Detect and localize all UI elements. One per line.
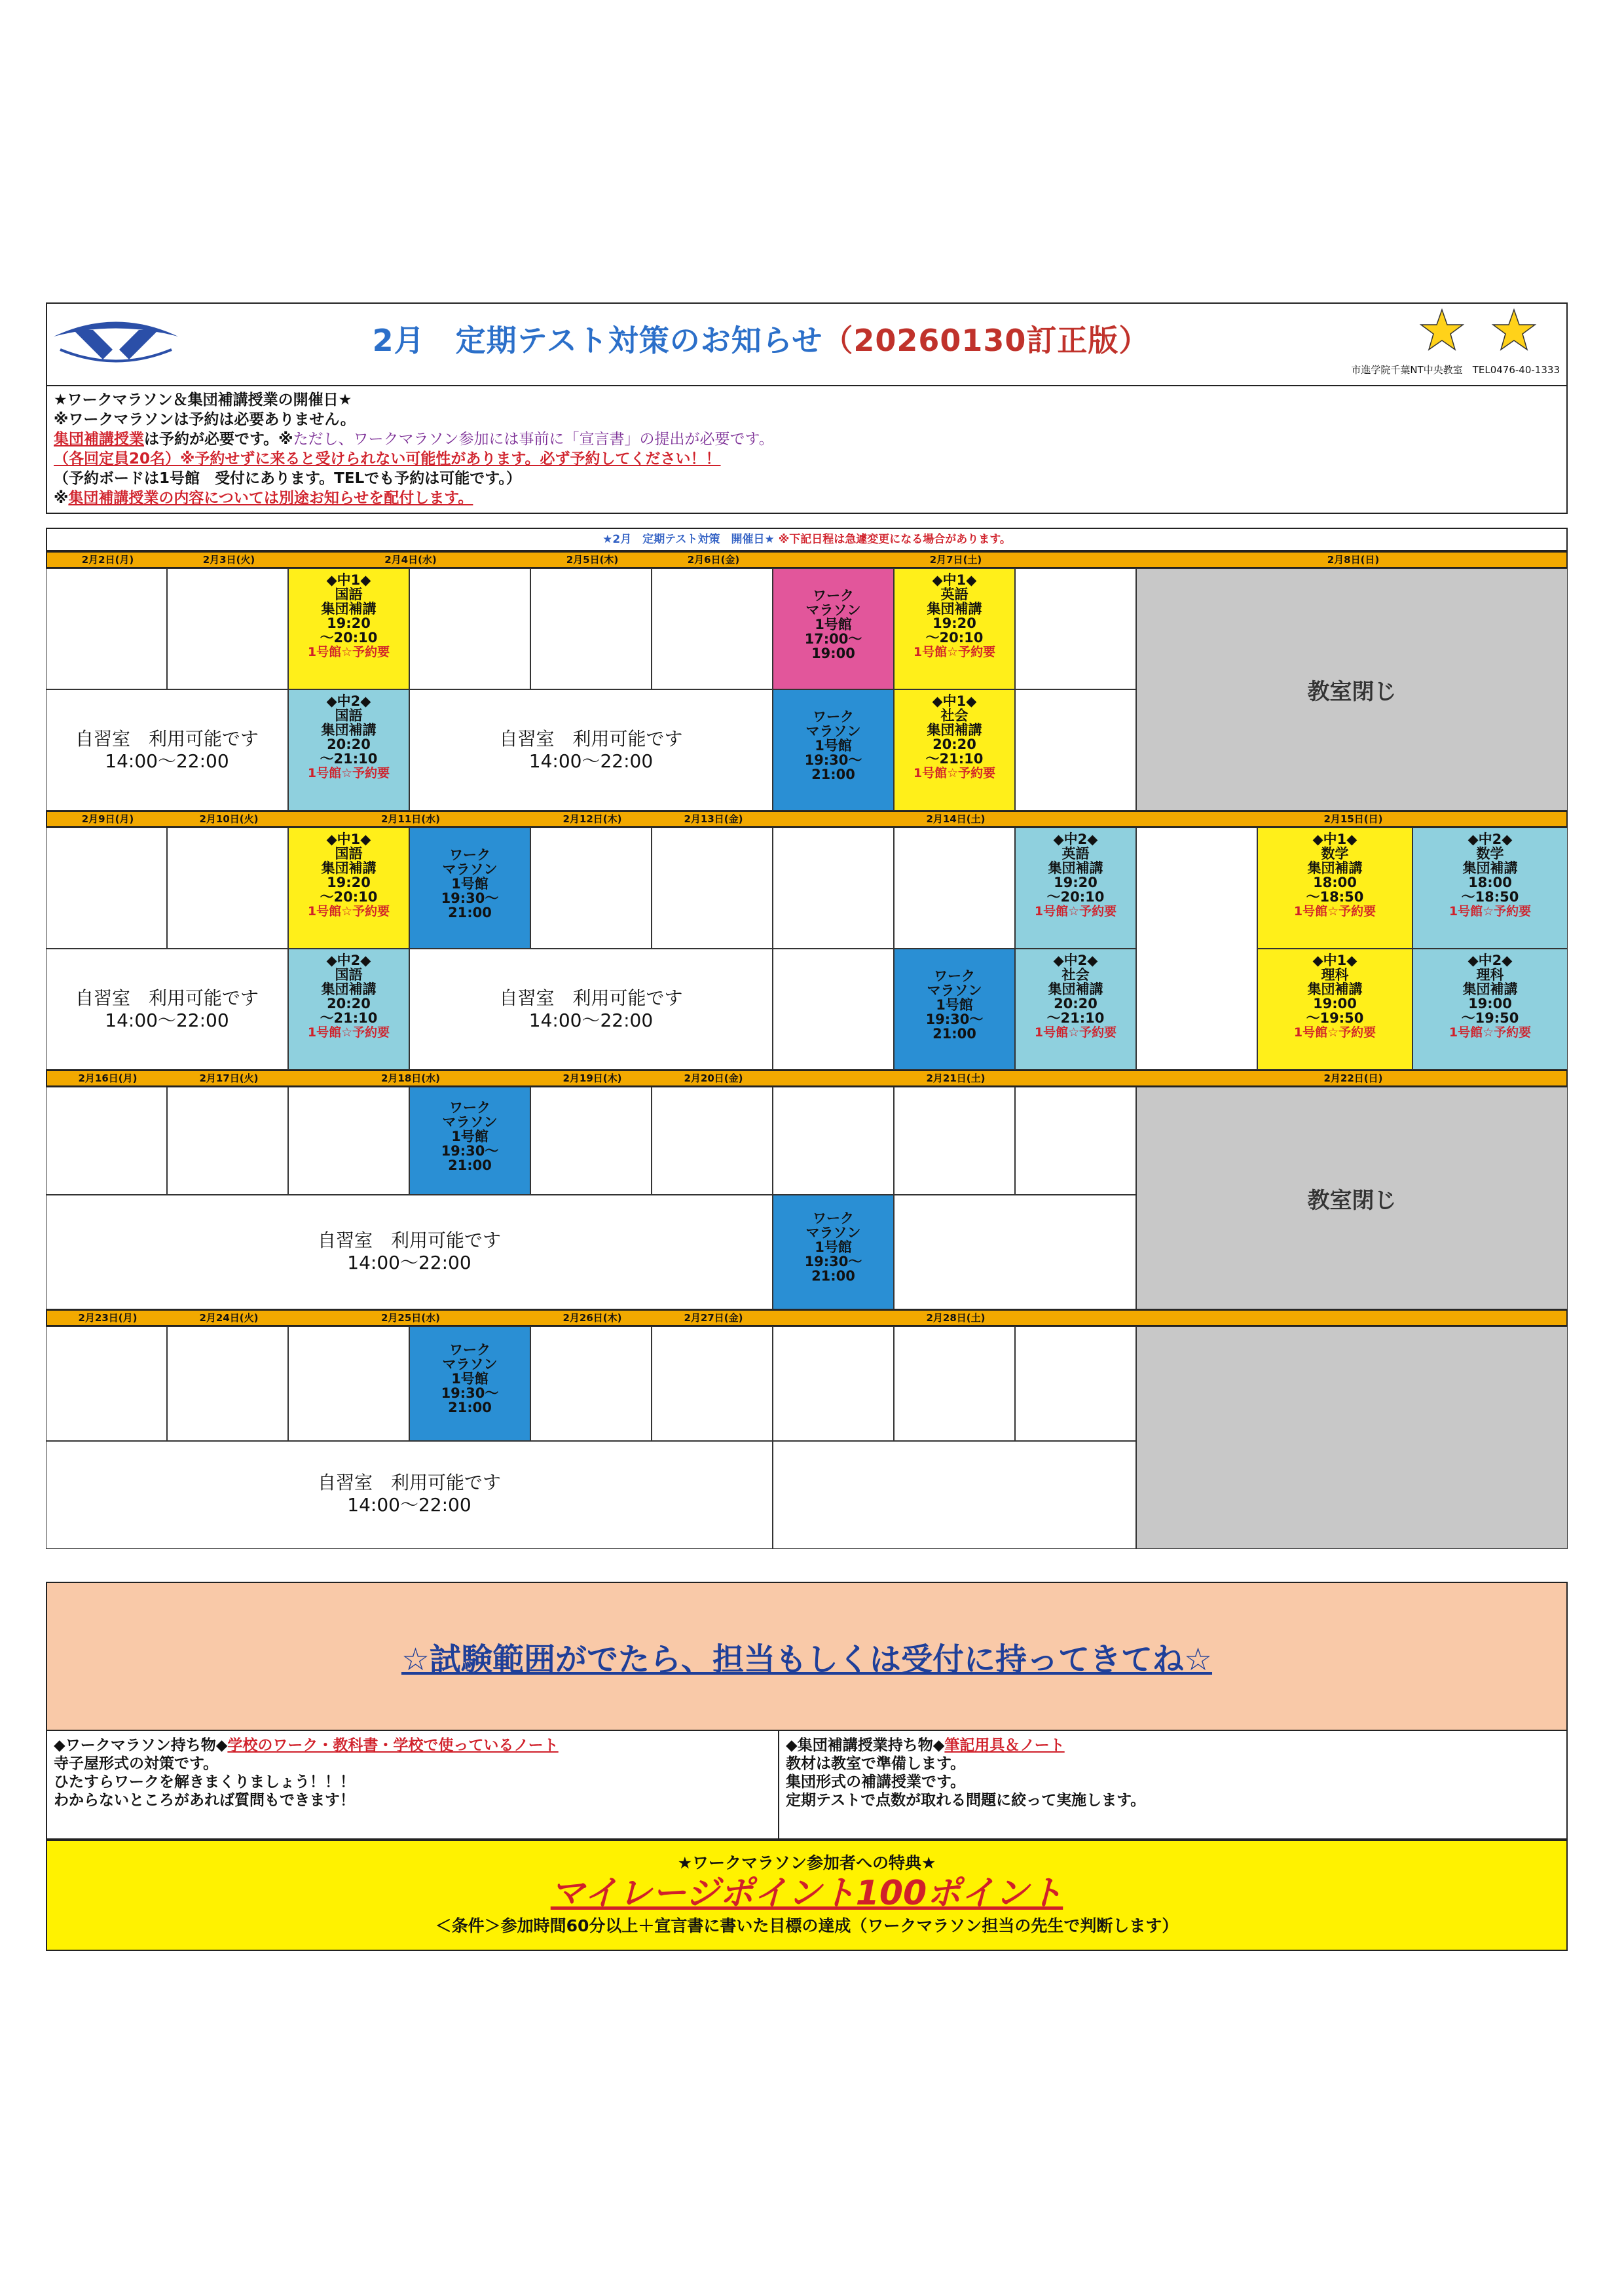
day-header: 2月24日(火) (199, 1312, 259, 1324)
day-header: 2月2日(月) (81, 554, 134, 566)
day-header: 2月22日(日) (1323, 1072, 1383, 1084)
event-line: 21:00 (811, 1268, 855, 1284)
event-group-class (1257, 949, 1412, 1070)
event-line: 19:30～ (925, 1011, 984, 1027)
event-line: 19:00 (1313, 996, 1357, 1011)
items-required: 学校のワーク・教科書・学校で使っているノート (227, 1737, 559, 1754)
event-line: ワーク (449, 847, 490, 863)
calendar-cell (409, 568, 530, 689)
items-title: ◆集団補講授業持ち物◆ (786, 1737, 945, 1754)
calendar-cell (1015, 1326, 1136, 1441)
calendar-cell (530, 1326, 652, 1441)
event-line: 集団補講 (927, 722, 982, 738)
event-line: マラソン (927, 983, 982, 998)
self-study-note (409, 987, 773, 1032)
day-header: 2月15日(日) (1323, 813, 1383, 825)
event-group-class (1015, 828, 1136, 949)
closed-area (1136, 1326, 1568, 1549)
reserve-note: 1号館☆予約要 (307, 645, 390, 659)
event-group-class (288, 689, 409, 811)
event-group-class (1412, 828, 1568, 949)
week-header (46, 1070, 1568, 1087)
day-header: 2月14日(土) (926, 813, 986, 825)
items-title: ◆ワークマラソン持ち物◆ (54, 1737, 228, 1754)
event-line: 集団補講 (321, 722, 377, 738)
event-line: 19:20 (932, 615, 976, 631)
day-header: 2月16日(月) (78, 1072, 138, 1084)
calendar-cell (773, 828, 894, 949)
event-line: 21:00 (811, 767, 855, 782)
self-study-note (46, 1472, 773, 1516)
event-line: 1号館 (815, 617, 852, 632)
calendar-cell (46, 1326, 167, 1441)
event-work-marathon (409, 828, 530, 949)
notice-line: ★ワークマラソン＆集団補講授業の開催日★ (54, 392, 352, 409)
event-line: マラソン (805, 723, 861, 739)
schedule-bar (46, 528, 1568, 551)
contact-info: 市進学院千葉NT中央教室 TEL0476-40-1333 (1351, 364, 1560, 376)
day-header: 2月20日(金) (684, 1072, 743, 1084)
star-mascot-icon (1416, 306, 1547, 359)
event-line: ワーク (934, 968, 975, 984)
self-study-label: 自習室 利用可能です (317, 1230, 501, 1251)
exam-range-banner: ☆試験範囲がでたら、担当もしくは受付に持ってきてね☆ (46, 1582, 1568, 1731)
day-header: 2月19日(木) (563, 1072, 622, 1084)
event-line: 集団補講 (927, 601, 982, 617)
items-line: 寺子屋形式の対策です。 (54, 1755, 219, 1772)
event-work-marathon (773, 689, 894, 811)
event-line: 17:00～ (804, 631, 862, 647)
calendar-cell (1015, 689, 1136, 811)
event-line: 19:00 (1468, 996, 1512, 1011)
day-header: 2月17日(火) (199, 1072, 259, 1084)
event-line: 国語 (335, 967, 363, 983)
self-study-hours: 14:00～22:00 (347, 1494, 471, 1516)
event-line: 19:30～ (441, 1385, 499, 1401)
calendar-cell (46, 1087, 167, 1195)
event-line: 18:00 (1468, 875, 1512, 890)
self-study-label: 自習室 利用可能です (75, 728, 259, 750)
calendar-cell (652, 568, 773, 689)
notice-line: （予約ボードは1号館 受付にあります。TELでも予約は可能です。） (54, 470, 521, 487)
event-line: 集団補講 (1307, 981, 1363, 997)
calendar-cell (288, 1326, 409, 1441)
day-header: 2月28日(土) (926, 1312, 986, 1324)
notice-purple-text: ただし、ワークマラソン参加には事前に「宣言書」の提出が必要です。 (293, 431, 774, 448)
title-main: 2月 定期テスト対策のお知らせ (372, 323, 823, 358)
event-line: マラソン (442, 862, 498, 877)
perk-title: ★ワークマラソン参加者への特典★ (677, 1853, 936, 1872)
items-header (54, 1736, 771, 1755)
event-line: 1号館 (451, 876, 489, 892)
event-line: ◆中2◆ (1053, 953, 1098, 968)
calendar-cell (46, 568, 167, 689)
event-line: 数学 (1476, 846, 1504, 862)
day-header: 2月8日(日) (1327, 554, 1380, 566)
event-line: 19:00 (811, 646, 855, 661)
event-line: 19:20 (327, 875, 371, 890)
self-study-hours: 14:00～22:00 (347, 1252, 471, 1273)
event-line: マラソン (805, 1225, 861, 1241)
work-marathon-items (47, 1731, 779, 1838)
event-line: 20:20 (1054, 996, 1098, 1011)
event-line: 21:00 (448, 905, 492, 920)
event-line: 19:30～ (804, 752, 862, 768)
title-version: （20260130訂正版） (822, 323, 1150, 358)
event-line: ◆中2◆ (326, 693, 371, 709)
reserve-note: 1号館☆予約要 (1034, 1025, 1117, 1040)
event-group-class (894, 689, 1015, 811)
event-line: 1号館 (451, 1129, 489, 1144)
event-group-class (894, 568, 1015, 689)
notice-emphasis: 集団補講授業の内容については別途お知らせを配付します。 (68, 490, 473, 507)
event-line: ～21:10 (320, 1010, 378, 1026)
notice-box (46, 386, 1568, 514)
event-line: ～18:50 (1306, 889, 1364, 905)
items-line: 集団形式の補講授業です。 (786, 1774, 966, 1791)
event-line: ～20:10 (320, 630, 378, 646)
event-line: 19:20 (1054, 875, 1098, 890)
calendar-cell (773, 949, 894, 1070)
event-line: 集団補講 (321, 860, 377, 876)
page-header (46, 302, 1568, 386)
notice-text: は予約が必要です。※ (144, 431, 293, 448)
event-line: ～20:10 (1046, 889, 1105, 905)
items-required: 筆記用具＆ノート (944, 1737, 1065, 1754)
items-line: 定期テストで点数が取れる問題に絞って実施します。 (786, 1792, 1146, 1809)
event-line: マラソン (442, 1357, 498, 1372)
calendar-cell (167, 1087, 288, 1195)
event-line: 国語 (335, 587, 363, 602)
calendar-cell (167, 1326, 288, 1441)
calendar-cell (894, 1195, 1136, 1309)
event-group-class (1015, 949, 1136, 1070)
event-line: ワーク (813, 709, 854, 725)
notice-line: （各回定員20名）※予約せずに来ると受けられない可能性があります。必ず予約してください！！ (54, 450, 721, 467)
event-line: ワーク (813, 1211, 854, 1226)
day-header: 2月5日(木) (566, 554, 619, 566)
day-header: 2月9日(月) (81, 813, 134, 825)
event-line: 19:20 (327, 615, 371, 631)
event-line: 1号館 (815, 738, 852, 754)
day-header: 2月27日(金) (684, 1312, 743, 1324)
event-group-class (288, 828, 409, 949)
event-line: ◆中1◆ (326, 572, 371, 588)
event-line: ～18:50 (1461, 889, 1519, 905)
event-line: 19:30～ (441, 890, 499, 906)
self-study-label: 自習室 利用可能です (317, 1472, 501, 1493)
event-line: 集団補講 (1048, 860, 1103, 876)
event-line: 21:00 (448, 1400, 492, 1415)
event-line: ワーク (449, 1100, 490, 1116)
event-line: 英語 (1061, 846, 1090, 862)
day-header: 2月21日(土) (926, 1072, 986, 1084)
event-line: 数学 (1321, 846, 1349, 862)
self-study-hours: 14:00～22:00 (105, 750, 229, 772)
event-group-class (288, 949, 409, 1070)
day-header: 2月11日(水) (380, 813, 441, 825)
self-study-hours: 14:00～22:00 (528, 1010, 654, 1031)
self-study-hours: 14:00～22:00 (528, 750, 654, 772)
event-line: 集団補講 (321, 601, 377, 617)
calendar-cell (530, 568, 652, 689)
event-line: ◆中1◆ (326, 831, 371, 847)
event-line: ～21:10 (1046, 1010, 1105, 1026)
week-header (46, 1309, 1568, 1326)
items-line: 教材は教室で準備します。 (786, 1755, 966, 1772)
day-header: 2月3日(火) (202, 554, 255, 566)
day-header: 2月6日(金) (687, 554, 740, 566)
event-line: ワーク (813, 588, 854, 604)
items-line: ひたすらワークを解きまくりましょう！！！ (54, 1774, 355, 1791)
event-line: 社会 (940, 708, 969, 723)
event-work-marathon (409, 1087, 530, 1195)
event-line: 21:00 (932, 1026, 976, 1042)
closed-day: 教室閉じ (1136, 568, 1568, 811)
day-header: 2月26日(木) (563, 1312, 622, 1324)
week-header (46, 811, 1568, 828)
event-work-marathon (409, 1326, 530, 1441)
day-header: 2月18日(水) (380, 1072, 441, 1084)
event-group-class (288, 568, 409, 689)
perk-condition: ＜条件＞参加時間60分以上＋宣言書に書いた目標の達成（ワークマラソン担当の先生で判断します） (435, 1916, 1179, 1935)
event-line: 英語 (940, 587, 969, 602)
event-work-marathon (894, 949, 1015, 1070)
event-line: 集団補講 (1307, 860, 1363, 876)
school-logo (47, 310, 185, 376)
reserve-note: 1号館☆予約要 (307, 1025, 390, 1040)
items-line: わからないところがあれば質問もできます！ (54, 1792, 355, 1809)
calendar-cell (652, 1087, 773, 1195)
event-line: 18:00 (1313, 875, 1357, 890)
group-class-items (779, 1731, 1566, 1838)
page-title (204, 317, 1318, 363)
notice-line (54, 488, 1560, 508)
reserve-note: 1号館☆予約要 (307, 904, 390, 919)
calendar-cell (167, 828, 288, 949)
event-line: 理科 (1321, 967, 1349, 983)
event-line: 集団補講 (1462, 860, 1518, 876)
event-line: 20:20 (327, 737, 371, 752)
self-study-note (46, 1230, 773, 1274)
items-section (46, 1731, 1568, 1840)
notice-text: ※ (54, 490, 69, 507)
day-header: 2月25日(水) (380, 1312, 441, 1324)
event-line: 社会 (1061, 967, 1090, 983)
closed-day: 教室閉じ (1136, 1087, 1568, 1309)
event-line: 国語 (335, 708, 363, 723)
perk-box (46, 1840, 1568, 1951)
reserve-note: 1号館☆予約要 (913, 766, 996, 780)
self-study-note (46, 728, 288, 773)
day-header: 2月23日(月) (78, 1312, 138, 1324)
reserve-note: 1号館☆予約要 (1034, 904, 1117, 919)
day-header: 2月13日(金) (684, 813, 743, 825)
day-header: 2月4日(水) (384, 554, 437, 566)
event-line: 理科 (1476, 967, 1504, 983)
calendar-cell (1136, 828, 1257, 1070)
calendar-cell (530, 1087, 652, 1195)
event-line: マラソン (805, 602, 861, 618)
event-line: ～19:50 (1461, 1010, 1519, 1026)
self-study-note (46, 987, 288, 1032)
event-line: 1号館 (815, 1239, 852, 1255)
calendar-cell (894, 828, 1015, 949)
event-work-marathon (773, 568, 894, 689)
calendar-cell (894, 1087, 1015, 1195)
event-line: 国語 (335, 846, 363, 862)
event-line: ◆中2◆ (1053, 831, 1098, 847)
event-line: ワーク (449, 1342, 490, 1358)
event-line: 19:30～ (804, 1254, 862, 1269)
event-line: ～21:10 (320, 751, 378, 767)
calendar-cell (530, 828, 652, 949)
event-line: 20:20 (932, 737, 976, 752)
event-line: 21:00 (448, 1157, 492, 1173)
week-header (46, 551, 1568, 568)
event-line: 集団補講 (321, 981, 377, 997)
calendar-cell (46, 828, 167, 949)
day-header: 2月12日(木) (563, 813, 622, 825)
event-line: ～20:10 (925, 630, 984, 646)
items-header (786, 1736, 1560, 1755)
schedule-label: ★2月 定期テスト対策 開催日★ (602, 533, 775, 546)
self-study-note (409, 728, 773, 773)
event-line: 20:20 (327, 996, 371, 1011)
calendar-cell (894, 1326, 1015, 1441)
notice-line: ※ワークマラソンは予約は必要ありません。 (54, 411, 356, 428)
calendar-cell (167, 568, 288, 689)
event-line: ◆中2◆ (326, 953, 371, 968)
calendar-cell (652, 828, 773, 949)
event-line: マラソン (442, 1114, 498, 1130)
event-line: ◆中1◆ (932, 572, 977, 588)
event-work-marathon (773, 1195, 894, 1309)
event-group-class (1257, 828, 1412, 949)
event-line: ◆中1◆ (932, 693, 977, 709)
notice-emphasis: 集団補講授業 (54, 431, 144, 448)
calendar-cell (652, 1326, 773, 1441)
self-study-label: 自習室 利用可能です (499, 987, 683, 1009)
calendar-cell (1015, 1087, 1136, 1195)
self-study-label: 自習室 利用可能です (75, 987, 259, 1009)
reserve-note: 1号館☆予約要 (1449, 1025, 1532, 1040)
calendar-cell (1015, 568, 1136, 689)
calendar-cell (288, 1087, 409, 1195)
reserve-note: 1号館☆予約要 (307, 766, 390, 780)
calendar-cell (773, 1087, 894, 1195)
schedule-warning: ※下記日程は急遽変更になる場合があります。 (778, 533, 1011, 546)
self-study-label: 自習室 利用可能です (499, 728, 683, 750)
event-line: 集団補講 (1462, 981, 1518, 997)
day-header: 2月10日(火) (199, 813, 259, 825)
notice-line (54, 429, 1560, 449)
event-line: ◆中1◆ (1312, 831, 1357, 847)
event-line: 19:30～ (441, 1143, 499, 1159)
event-line: 1号館 (451, 1371, 489, 1387)
event-line: ◆中2◆ (1467, 953, 1513, 968)
self-study-hours: 14:00～22:00 (105, 1010, 229, 1031)
reserve-note: 1号館☆予約要 (913, 645, 996, 659)
event-line: ～20:10 (320, 889, 378, 905)
calendar (46, 551, 1568, 1582)
event-group-class (1412, 949, 1568, 1070)
calendar-cell (773, 1441, 1136, 1549)
perk-main: マイレージポイント100ポイント (550, 1874, 1063, 1913)
reserve-note: 1号館☆予約要 (1293, 904, 1376, 919)
calendar-cell (773, 1326, 894, 1441)
event-line: ◆中2◆ (1467, 831, 1513, 847)
event-line: ～21:10 (925, 751, 984, 767)
reserve-note: 1号館☆予約要 (1449, 904, 1532, 919)
event-line: ～19:50 (1306, 1010, 1364, 1026)
day-header: 2月7日(土) (929, 554, 982, 566)
event-line: 集団補講 (1048, 981, 1103, 997)
event-line: 1号館 (936, 997, 973, 1013)
reserve-note: 1号館☆予約要 (1293, 1025, 1376, 1040)
event-line: ◆中1◆ (1312, 953, 1357, 968)
